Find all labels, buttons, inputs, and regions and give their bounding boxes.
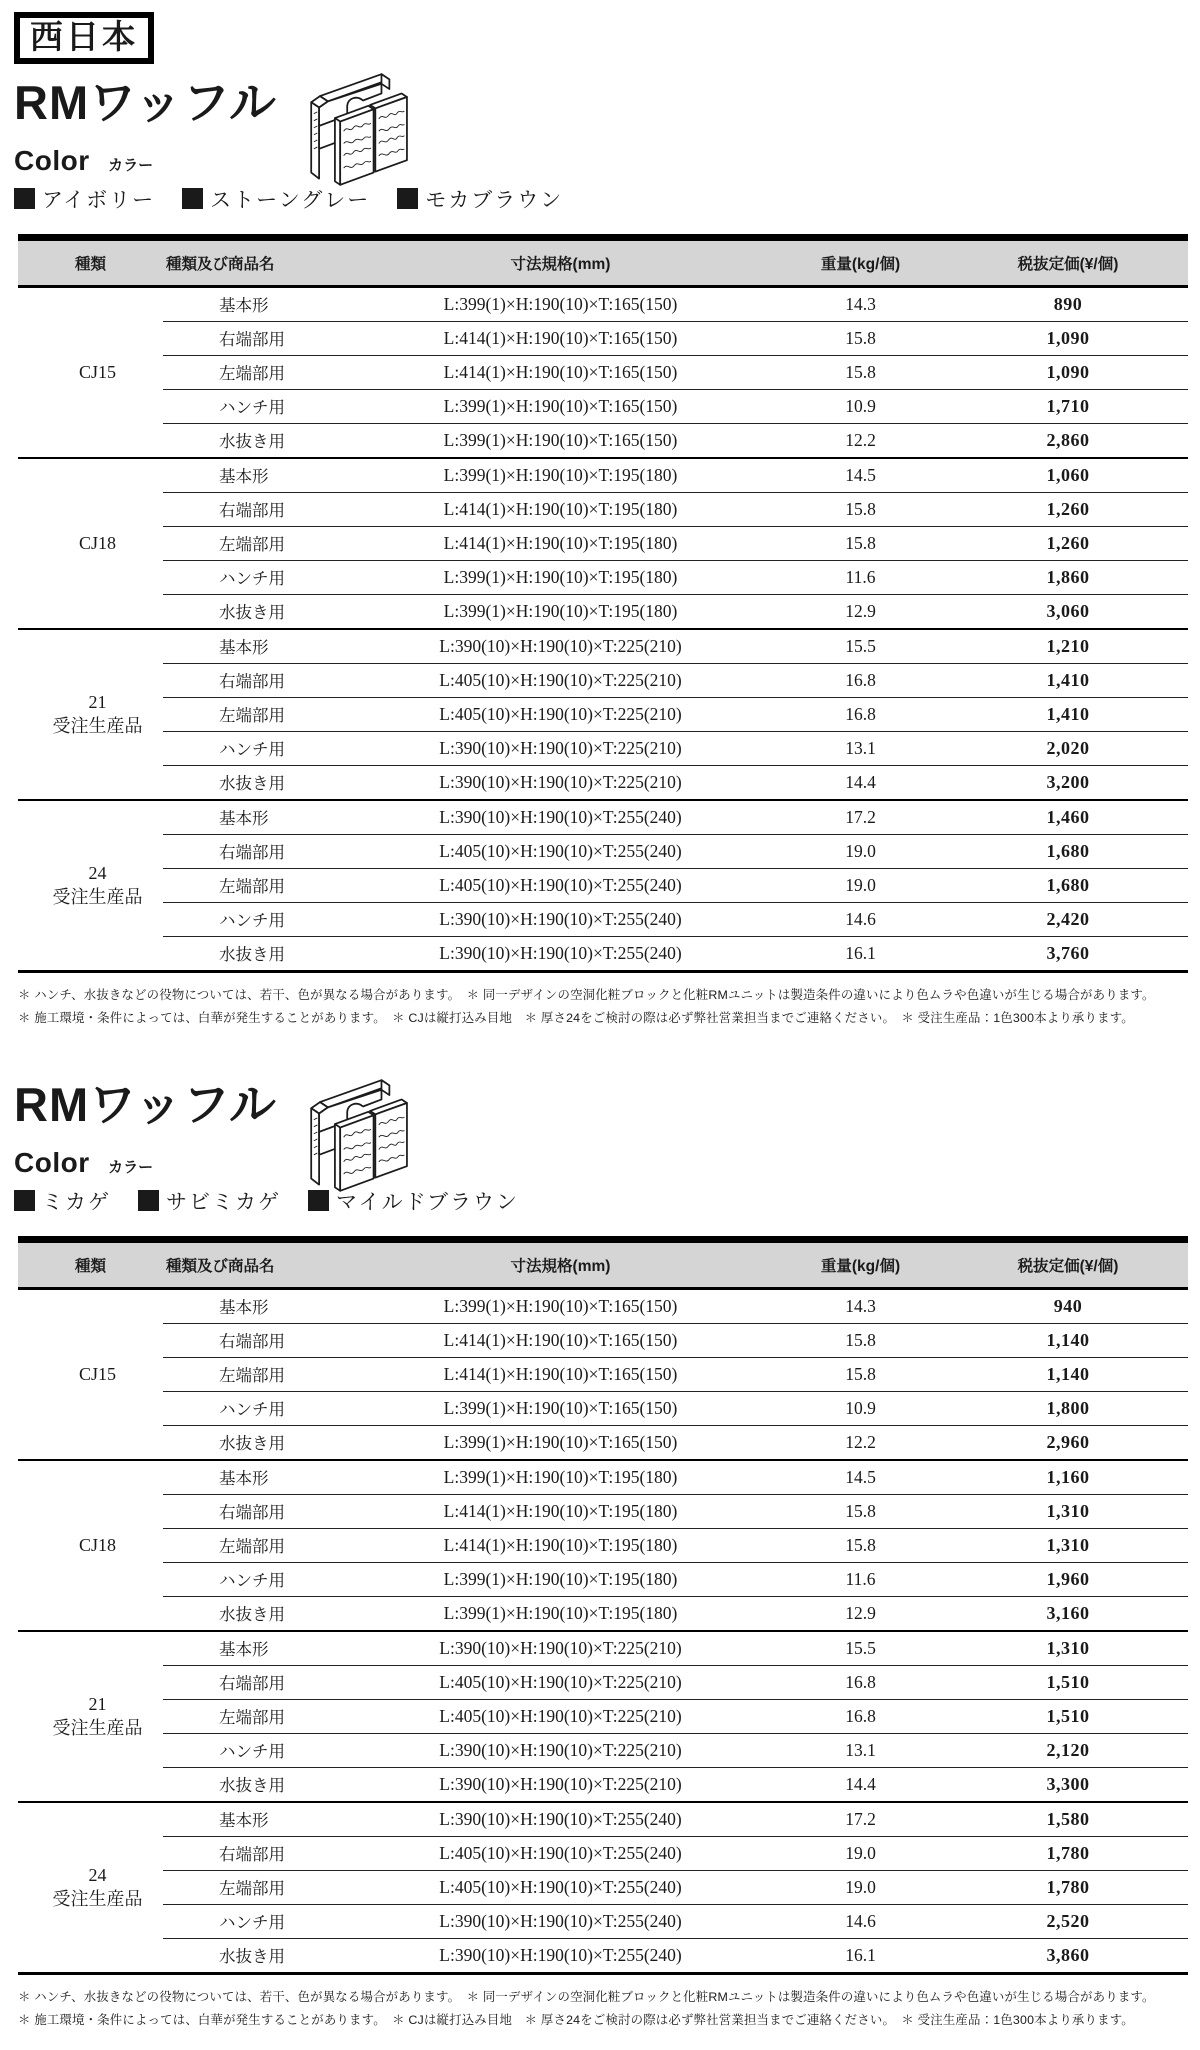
weight-cell: 19.0 (773, 1870, 948, 1904)
table-row (18, 936, 1188, 971)
spec-table (18, 234, 1188, 973)
size-spec-cell: L:390(10)×H:190(10)×T:255(240) (348, 1802, 773, 1837)
price-cell: 1,960 (948, 1562, 1188, 1596)
price-cell: 1,460 (948, 800, 1188, 835)
color-swatch (182, 188, 203, 209)
table-row (18, 1870, 1188, 1904)
weight-cell: 12.2 (773, 423, 948, 458)
column-header-name: 種類及び商品名 (163, 237, 348, 286)
size-spec-cell: L:399(1)×H:190(10)×T:165(150) (348, 1391, 773, 1425)
footnote-line: ＊ 施工環境・条件によっては、白華が発生することがあります。 ＊ CJは縦打込み目地 ＊ 厚さ24をご検討の際は必ず弊社営業担当までご連絡ください。 ＊ 受注生産品：1色300本より承ります。 (18, 2012, 1134, 2027)
price-cell: 2,860 (948, 423, 1188, 458)
table-row (18, 526, 1188, 560)
weight-cell: 12.2 (773, 1425, 948, 1460)
price-cell: 1,800 (948, 1391, 1188, 1425)
product-type-cell: CJ18 (18, 458, 163, 629)
weight-cell: 16.8 (773, 663, 948, 697)
size-spec-cell: L:399(1)×H:190(10)×T:165(150) (348, 286, 773, 321)
weight-cell: 12.9 (773, 1596, 948, 1631)
price-cell: 2,120 (948, 1733, 1188, 1767)
color-swatch-item (14, 184, 155, 214)
product-name-cell: 基本形 (163, 1802, 348, 1837)
table-header-row (18, 1239, 1188, 1288)
table-row (18, 1938, 1188, 1973)
table-row (18, 389, 1188, 423)
table-row (18, 1767, 1188, 1802)
product-name-cell: ハンチ用 (163, 731, 348, 765)
product-name-cell: 基本形 (163, 458, 348, 493)
weight-cell: 13.1 (773, 731, 948, 765)
footnote-line: ＊ 施工環境・条件によっては、白華が発生することがあります。 ＊ CJは縦打込み目地 ＊ 厚さ24をご検討の際は必ず弊社営業担当までご連絡ください。 ＊ 受注生産品：1色300本より承ります。 (18, 1010, 1134, 1025)
table-row (18, 1288, 1188, 1323)
table-row (18, 765, 1188, 800)
size-spec-cell: L:414(1)×H:190(10)×T:165(150) (348, 321, 773, 355)
size-spec-cell: L:399(1)×H:190(10)×T:165(150) (348, 423, 773, 458)
price-cell: 1,140 (948, 1357, 1188, 1391)
table-row (18, 800, 1188, 835)
product-type-cell: CJ18 (18, 1460, 163, 1631)
product-name-cell: 水抜き用 (163, 936, 348, 971)
price-cell: 1,090 (948, 355, 1188, 389)
size-spec-cell: L:414(1)×H:190(10)×T:195(180) (348, 1494, 773, 1528)
product-type-cell: 24 受注生産品 (18, 800, 163, 972)
product-name-cell: 水抜き用 (163, 594, 348, 629)
product-type-cell: 21 受注生産品 (18, 1631, 163, 1802)
weight-cell: 17.2 (773, 800, 948, 835)
size-spec-cell: L:399(1)×H:190(10)×T:195(180) (348, 560, 773, 594)
color-heading-ja: カラー (108, 1158, 154, 1176)
size-spec-cell: L:414(1)×H:190(10)×T:195(180) (348, 492, 773, 526)
table-row (18, 834, 1188, 868)
size-spec-cell: L:399(1)×H:190(10)×T:165(150) (348, 1425, 773, 1460)
price-cell: 1,060 (948, 458, 1188, 493)
color-heading-en: Color (14, 1146, 90, 1178)
size-spec-cell: L:414(1)×H:190(10)×T:195(180) (348, 1528, 773, 1562)
weight-cell: 19.0 (773, 868, 948, 902)
price-cell: 890 (948, 286, 1188, 321)
table-row (18, 560, 1188, 594)
weight-cell: 15.8 (773, 1323, 948, 1357)
weight-cell: 14.4 (773, 765, 948, 800)
product-name-cell: 水抜き用 (163, 765, 348, 800)
size-spec-cell: L:414(1)×H:190(10)×T:165(150) (348, 1323, 773, 1357)
table-row (18, 1665, 1188, 1699)
product-name-cell: 左端部用 (163, 526, 348, 560)
product-name-cell: 左端部用 (163, 1357, 348, 1391)
color-swatch-item (14, 1186, 111, 1216)
size-spec-cell: L:399(1)×H:190(10)×T:195(180) (348, 594, 773, 629)
color-heading-en: Color (14, 144, 90, 176)
price-cell: 1,090 (948, 321, 1188, 355)
column-header-size: 寸法規格(mm) (348, 237, 773, 286)
size-spec-cell: L:390(10)×H:190(10)×T:225(210) (348, 765, 773, 800)
color-heading-ja: カラー (108, 156, 154, 174)
product-type-cell: 24 受注生産品 (18, 1802, 163, 1974)
color-swatch-item (138, 1186, 281, 1216)
table-row (18, 1733, 1188, 1767)
price-cell: 1,310 (948, 1528, 1188, 1562)
product-name-cell: ハンチ用 (163, 1391, 348, 1425)
size-spec-cell: L:414(1)×H:190(10)×T:165(150) (348, 355, 773, 389)
table-row (18, 1425, 1188, 1460)
column-header-size: 寸法規格(mm) (348, 1239, 773, 1288)
weight-cell: 16.8 (773, 697, 948, 731)
product-name-cell: 右端部用 (163, 1665, 348, 1699)
price-cell: 940 (948, 1288, 1188, 1323)
size-spec-cell: L:390(10)×H:190(10)×T:225(210) (348, 1767, 773, 1802)
price-cell: 1,160 (948, 1460, 1188, 1495)
color-name: ストーングレー (210, 188, 371, 212)
table-row (18, 1631, 1188, 1666)
color-name: ミカゲ (42, 1190, 111, 1214)
column-header-type: 種類 (18, 1239, 163, 1288)
product-name-cell: 基本形 (163, 629, 348, 664)
price-cell: 1,410 (948, 663, 1188, 697)
table-row (18, 1391, 1188, 1425)
product-name-cell: 水抜き用 (163, 1938, 348, 1973)
product-name-cell: 左端部用 (163, 697, 348, 731)
size-spec-cell: L:390(10)×H:190(10)×T:225(210) (348, 629, 773, 664)
product-name-cell: 基本形 (163, 1631, 348, 1666)
size-spec-cell: L:399(1)×H:190(10)×T:195(180) (348, 458, 773, 493)
color-name: サビミカゲ (166, 1190, 281, 1214)
weight-cell: 14.3 (773, 1288, 948, 1323)
color-swatch (138, 1190, 159, 1211)
size-spec-cell: L:399(1)×H:190(10)×T:195(180) (348, 1596, 773, 1631)
table-row (18, 731, 1188, 765)
price-cell: 1,510 (948, 1699, 1188, 1733)
product-name-cell: 左端部用 (163, 1699, 348, 1733)
size-spec-cell: L:390(10)×H:190(10)×T:225(210) (348, 731, 773, 765)
price-cell: 1,780 (948, 1870, 1188, 1904)
size-spec-cell: L:390(10)×H:190(10)×T:255(240) (348, 800, 773, 835)
size-spec-cell: L:414(1)×H:190(10)×T:195(180) (348, 526, 773, 560)
color-heading (14, 145, 1186, 177)
weight-cell: 15.8 (773, 1494, 948, 1528)
weight-cell: 15.8 (773, 1528, 948, 1562)
price-cell: 1,260 (948, 526, 1188, 560)
size-spec-cell: L:399(1)×H:190(10)×T:165(150) (348, 389, 773, 423)
page-title: RMワッフル (14, 76, 277, 130)
product-name-cell: ハンチ用 (163, 560, 348, 594)
weight-cell: 13.1 (773, 1733, 948, 1767)
weight-cell: 12.9 (773, 594, 948, 629)
product-name-cell: 左端部用 (163, 1528, 348, 1562)
weight-cell: 15.8 (773, 526, 948, 560)
product-type-cell: CJ15 (18, 1288, 163, 1460)
price-cell: 1,680 (948, 868, 1188, 902)
table-row (18, 1699, 1188, 1733)
product-name-cell: ハンチ用 (163, 1562, 348, 1596)
price-cell: 3,160 (948, 1596, 1188, 1631)
weight-cell: 11.6 (773, 560, 948, 594)
price-cell: 2,020 (948, 731, 1188, 765)
weight-cell: 15.8 (773, 1357, 948, 1391)
size-spec-cell: L:390(10)×H:190(10)×T:255(240) (348, 1904, 773, 1938)
weight-cell: 16.1 (773, 1938, 948, 1973)
product-name-cell: 右端部用 (163, 492, 348, 526)
color-swatch-list (14, 1186, 1186, 1216)
size-spec-cell: L:399(1)×H:190(10)×T:165(150) (348, 1288, 773, 1323)
table-row (18, 663, 1188, 697)
page-title: RMワッフル (14, 1078, 277, 1132)
product-name-cell: 左端部用 (163, 355, 348, 389)
size-spec-cell: L:390(10)×H:190(10)×T:255(240) (348, 902, 773, 936)
section-granite-colors (14, 1080, 1186, 2032)
table-row (18, 286, 1188, 321)
weight-cell: 16.1 (773, 936, 948, 971)
table-row (18, 1357, 1188, 1391)
table-row (18, 629, 1188, 664)
product-illustration (297, 68, 415, 198)
color-heading (14, 1147, 1186, 1179)
weight-cell: 19.0 (773, 1836, 948, 1870)
price-cell: 3,300 (948, 1767, 1188, 1802)
table-row (18, 321, 1188, 355)
color-name: モカブラウン (425, 188, 564, 212)
table-row (18, 355, 1188, 389)
price-cell: 1,710 (948, 389, 1188, 423)
price-cell: 3,860 (948, 1938, 1188, 1973)
product-name-cell: ハンチ用 (163, 1733, 348, 1767)
price-cell: 1,310 (948, 1631, 1188, 1666)
product-name-cell: 右端部用 (163, 834, 348, 868)
size-spec-cell: L:405(10)×H:190(10)×T:255(240) (348, 868, 773, 902)
size-spec-cell: L:390(10)×H:190(10)×T:225(210) (348, 1733, 773, 1767)
table-row (18, 1562, 1188, 1596)
price-cell: 1,410 (948, 697, 1188, 731)
price-cell: 3,060 (948, 594, 1188, 629)
product-illustration (297, 1074, 415, 1204)
product-name-cell: 右端部用 (163, 321, 348, 355)
column-header-weight: 重量(kg/個) (773, 1239, 948, 1288)
weight-cell: 10.9 (773, 1391, 948, 1425)
size-spec-cell: L:405(10)×H:190(10)×T:225(210) (348, 1699, 773, 1733)
size-spec-cell: L:405(10)×H:190(10)×T:225(210) (348, 663, 773, 697)
weight-cell: 10.9 (773, 389, 948, 423)
color-name: アイボリー (42, 188, 156, 212)
product-name-cell: 水抜き用 (163, 1596, 348, 1631)
price-cell: 1,210 (948, 629, 1188, 664)
size-spec-cell: L:414(1)×H:190(10)×T:165(150) (348, 1357, 773, 1391)
region-badge: 西日本 (14, 12, 154, 64)
size-spec-cell: L:405(10)×H:190(10)×T:225(210) (348, 1665, 773, 1699)
price-cell: 2,960 (948, 1425, 1188, 1460)
color-swatch (14, 1190, 35, 1211)
footnote-line: ＊ ハンチ、水抜きなどの役物については、若干、色が異なる場合があります。 ＊ 同一デザインの空洞化粧ブロックと化粧RMユニットは製造条件の違いにより色ムラや色違いが生じる場合があります。 (18, 1989, 1155, 2004)
price-cell: 1,510 (948, 1665, 1188, 1699)
table-row (18, 1836, 1188, 1870)
footnotes (18, 1986, 1188, 2033)
product-name-cell: 基本形 (163, 286, 348, 321)
column-header-name: 種類及び商品名 (163, 1239, 348, 1288)
size-spec-cell: L:390(10)×H:190(10)×T:255(240) (348, 1938, 773, 1973)
table-row (18, 868, 1188, 902)
weight-cell: 14.4 (773, 1767, 948, 1802)
product-name-cell: 右端部用 (163, 1323, 348, 1357)
product-name-cell: ハンチ用 (163, 1904, 348, 1938)
table-row (18, 423, 1188, 458)
product-name-cell: 水抜き用 (163, 1425, 348, 1460)
price-cell: 3,200 (948, 765, 1188, 800)
table-row (18, 1494, 1188, 1528)
color-swatch-item (397, 184, 563, 214)
weight-cell: 15.8 (773, 355, 948, 389)
table-row (18, 697, 1188, 731)
color-swatch-list (14, 184, 1186, 214)
price-cell: 2,420 (948, 902, 1188, 936)
product-name-cell: 右端部用 (163, 663, 348, 697)
product-name-cell: 水抜き用 (163, 423, 348, 458)
weight-cell: 17.2 (773, 1802, 948, 1837)
column-header-price: 税抜定価(¥/個) (948, 237, 1188, 286)
size-spec-cell: L:405(10)×H:190(10)×T:255(240) (348, 1836, 773, 1870)
product-type-cell: CJ15 (18, 286, 163, 458)
table-row (18, 1323, 1188, 1357)
table-row (18, 458, 1188, 493)
table-row (18, 1596, 1188, 1631)
footnotes (18, 984, 1188, 1031)
weight-cell: 14.6 (773, 1904, 948, 1938)
price-cell: 1,580 (948, 1802, 1188, 1837)
price-cell: 2,520 (948, 1904, 1188, 1938)
section-header (14, 1080, 1186, 1215)
table-row (18, 594, 1188, 629)
price-cell: 1,680 (948, 834, 1188, 868)
price-cell: 1,780 (948, 1836, 1188, 1870)
table-row (18, 492, 1188, 526)
product-name-cell: ハンチ用 (163, 389, 348, 423)
table-row (18, 1802, 1188, 1837)
price-cell: 1,860 (948, 560, 1188, 594)
size-spec-cell: L:405(10)×H:190(10)×T:225(210) (348, 697, 773, 731)
weight-cell: 19.0 (773, 834, 948, 868)
product-name-cell: 基本形 (163, 800, 348, 835)
product-name-cell: ハンチ用 (163, 902, 348, 936)
weight-cell: 14.5 (773, 1460, 948, 1495)
weight-cell: 15.5 (773, 629, 948, 664)
size-spec-cell: L:399(1)×H:190(10)×T:195(180) (348, 1562, 773, 1596)
product-type-cell: 21 受注生産品 (18, 629, 163, 800)
weight-cell: 14.3 (773, 286, 948, 321)
product-name-cell: 左端部用 (163, 868, 348, 902)
product-name-cell: 基本形 (163, 1460, 348, 1495)
price-cell: 1,260 (948, 492, 1188, 526)
section-standard-colors (14, 12, 1186, 1030)
product-name-cell: 基本形 (163, 1288, 348, 1323)
weight-cell: 15.5 (773, 1631, 948, 1666)
weight-cell: 14.6 (773, 902, 948, 936)
color-swatch (14, 188, 35, 209)
table-row (18, 902, 1188, 936)
table-row (18, 1528, 1188, 1562)
color-name: マイルドブラウン (336, 1190, 519, 1214)
weight-cell: 15.8 (773, 321, 948, 355)
price-cell: 1,310 (948, 1494, 1188, 1528)
size-spec-cell: L:405(10)×H:190(10)×T:255(240) (348, 1870, 773, 1904)
weight-cell: 16.8 (773, 1665, 948, 1699)
column-header-price: 税抜定価(¥/個) (948, 1239, 1188, 1288)
spec-table (18, 1236, 1188, 1975)
column-header-weight: 重量(kg/個) (773, 237, 948, 286)
product-name-cell: 右端部用 (163, 1494, 348, 1528)
weight-cell: 16.8 (773, 1699, 948, 1733)
weight-cell: 15.8 (773, 492, 948, 526)
price-cell: 1,140 (948, 1323, 1188, 1357)
table-row (18, 1460, 1188, 1495)
size-spec-cell: L:399(1)×H:190(10)×T:195(180) (348, 1460, 773, 1495)
weight-cell: 11.6 (773, 1562, 948, 1596)
product-name-cell: 水抜き用 (163, 1767, 348, 1802)
size-spec-cell: L:390(10)×H:190(10)×T:255(240) (348, 936, 773, 971)
product-name-cell: 左端部用 (163, 1870, 348, 1904)
size-spec-cell: L:405(10)×H:190(10)×T:255(240) (348, 834, 773, 868)
price-cell: 3,760 (948, 936, 1188, 971)
size-spec-cell: L:390(10)×H:190(10)×T:225(210) (348, 1631, 773, 1666)
product-name-cell: 右端部用 (163, 1836, 348, 1870)
weight-cell: 14.5 (773, 458, 948, 493)
footnote-line: ＊ ハンチ、水抜きなどの役物については、若干、色が異なる場合があります。 ＊ 同一デザインの空洞化粧ブロックと化粧RMユニットは製造条件の違いにより色ムラや色違いが生じる場合があります。 (18, 987, 1155, 1002)
table-header-row (18, 237, 1188, 286)
table-row (18, 1904, 1188, 1938)
column-header-type: 種類 (18, 237, 163, 286)
section-header (14, 12, 1186, 214)
